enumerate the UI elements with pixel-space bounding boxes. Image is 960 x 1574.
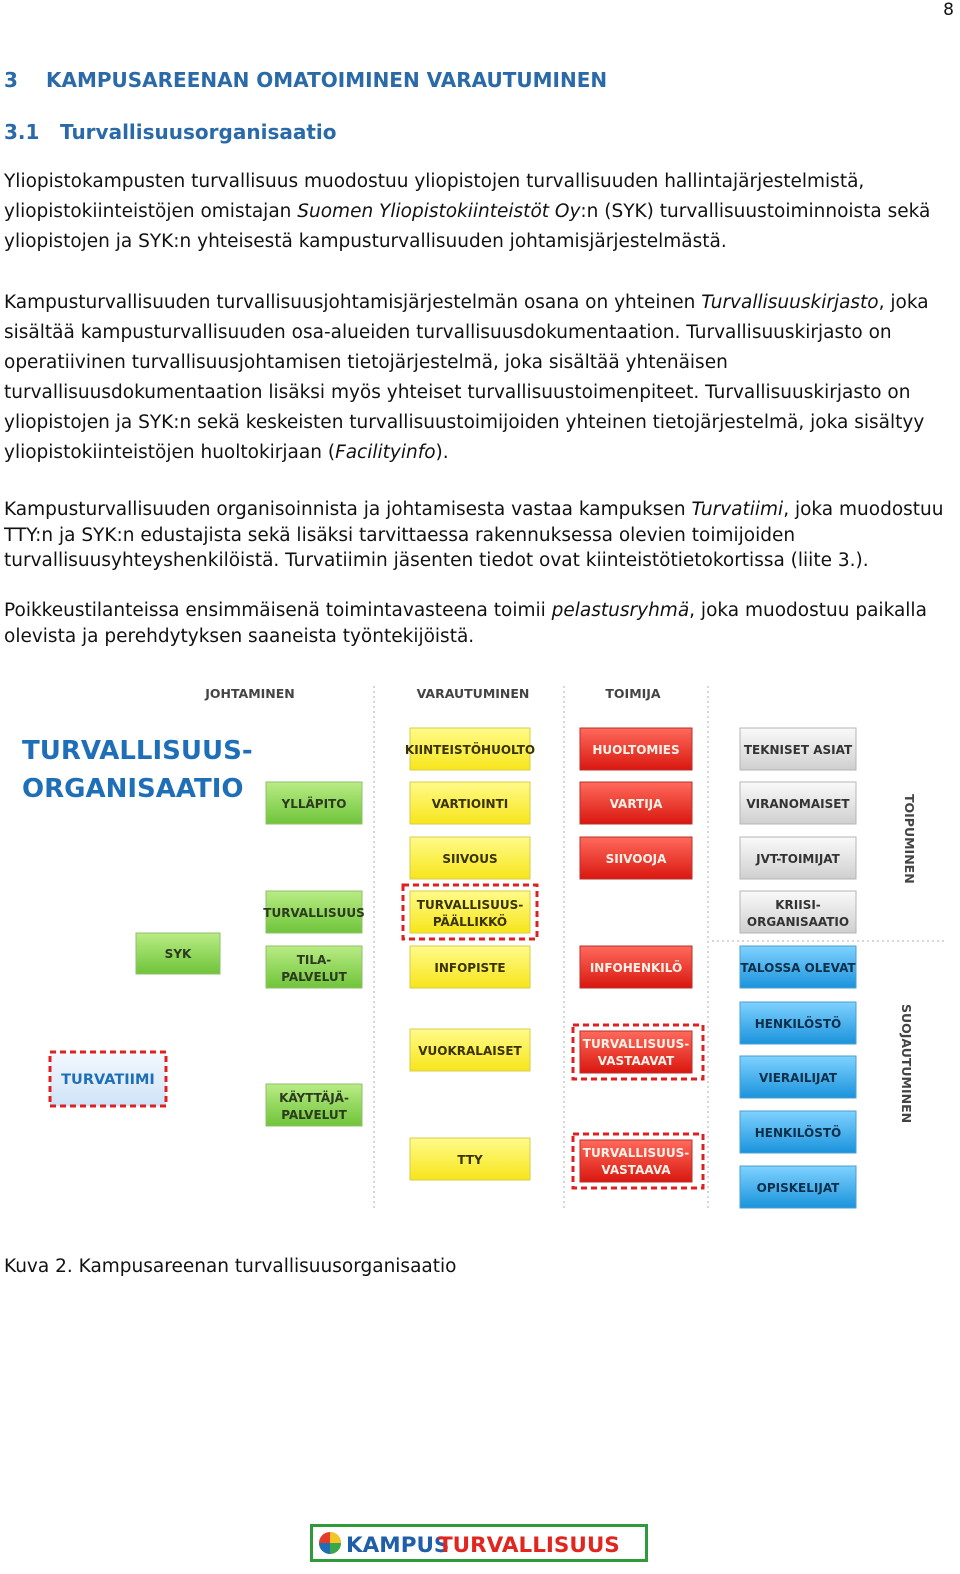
text-run: , joka muodostuu TTY:n ja SYK:n edustajista sekä lisäksi tarvittaessa rakennuksessa olevien toimijoiden turvallisuusyhteyshenkilöistä. Turvatiimin jäsenten tiedot ovat kiinteistötietokortissa (liite 3.). — [4, 499, 944, 571]
column-header-johtaminen: JOHTAMINEN — [205, 686, 295, 701]
box-label: VIERAILIJAT — [758, 1071, 838, 1085]
side-label-suojautuminen: SUOJAUTUMINEN — [899, 1004, 914, 1124]
term-pelastusryhma: pelastusryhmä — [551, 600, 690, 621]
text-run: Poikkeustilanteissa ensimmäisenä toimintavasteena toimii — [4, 600, 552, 621]
box-vartiointi — [410, 782, 530, 824]
heading-text: KAMPUSAREENAN OMATOIMINEN VARAUTUMINEN — [46, 68, 608, 92]
box-kayttajapalvelut — [266, 1084, 362, 1126]
text-run: Kampusturvallisuuden organisoinnista ja johtamisesta vastaa kampuksen — [4, 499, 692, 520]
box-label: PÄÄLLIKKÖ — [432, 915, 508, 929]
box-opiskelijat — [740, 1166, 856, 1208]
box-henkilosto-1 — [740, 1002, 856, 1044]
box-label: KRIISI- — [775, 898, 821, 912]
logo-text-turvallisuus: TURVALLISUUS — [438, 1533, 620, 1558]
box-tilapalvelut — [266, 946, 362, 988]
text-run: ). — [435, 442, 449, 463]
box-label: HUOLTOMIES — [592, 743, 680, 757]
heading-section-3-1 — [4, 120, 337, 144]
box-henkilosto-2 — [740, 1111, 856, 1153]
box-vuokralaiset — [410, 1029, 530, 1071]
logo-emblem-icon — [319, 1532, 341, 1554]
box-siivous — [410, 837, 530, 879]
box-label: VASTAAVAT — [597, 1054, 675, 1068]
paragraph-1 — [4, 167, 954, 257]
box-label: ORGANISAATIO — [746, 915, 850, 929]
box-jvt-toimijat — [740, 837, 856, 879]
box-label: TEKNISET ASIAT — [743, 743, 853, 757]
side-label-toipuminen: TOIPUMINEN — [902, 794, 917, 884]
box-talossa-olevat — [740, 946, 856, 988]
heading-section-3 — [4, 68, 607, 92]
box-infopiste — [410, 946, 530, 988]
box-label: HENKILÖSTÖ — [754, 1017, 842, 1031]
box-label: SYK — [164, 947, 192, 961]
security-organisation-diagram — [0, 676, 960, 1216]
box-label: TURVATIIMI — [61, 1072, 155, 1088]
box-infohenkilo — [580, 946, 692, 988]
text-run: :n (SYK) turvallisuustoiminnoista sekä yliopistojen ja SYK:n yhteisestä kampusturvallisuuden johtamisjärjestelmästä. — [4, 201, 931, 252]
box-turvatiimi — [50, 1052, 166, 1106]
paragraph-3 — [4, 497, 954, 574]
box-label: TALOSSA OLEVAT — [740, 961, 856, 975]
page-number: 8 — [943, 0, 954, 20]
box-label: OPISKELIJAT — [756, 1181, 840, 1195]
box-label: SIIVOOJA — [605, 852, 667, 866]
box-siivooja — [580, 837, 692, 879]
box-label: PALVELUT — [281, 970, 347, 984]
logo-text-kampus: KAMPUS — [346, 1533, 450, 1558]
box-turvallisuusvastaavat — [573, 1025, 703, 1079]
box-label: VARTIJA — [609, 797, 663, 811]
box-viranomaiset — [740, 782, 856, 824]
text-run: Kampusturvallisuuden turvallisuusjohtamisjärjestelmän osana on yhteinen — [4, 292, 702, 313]
term-facilityinfo: Facilityinfo — [335, 442, 436, 463]
box-label: VASTAAVA — [601, 1163, 671, 1177]
diagram-title-line-2: ORGANISAATIO — [22, 774, 244, 804]
term-turvatiimi: Turvatiimi — [691, 499, 784, 520]
term-turvallisuuskirjasto: Turvallisuuskirjasto — [701, 292, 879, 313]
paragraph-2 — [4, 288, 954, 468]
box-label: TILA- — [296, 953, 332, 967]
box-label: TURVALLISUUS- — [582, 1037, 690, 1051]
box-label: PALVELUT — [281, 1108, 347, 1122]
box-label: JVT-TOIMIJAT — [756, 852, 840, 866]
heading-text: Turvallisuusorganisaatio — [60, 120, 337, 144]
box-turvallisuuspaallikko — [403, 885, 537, 939]
box-tekniset-asiat — [740, 728, 856, 770]
box-label: INFOPISTE — [434, 961, 506, 975]
box-label: INFOHENKILÖ — [589, 961, 683, 975]
box-syk — [136, 933, 220, 974]
box-label: TTY — [457, 1153, 483, 1167]
box-turvallisuusvastaava — [573, 1134, 703, 1188]
box-label: YLLÄPITO — [281, 797, 347, 811]
box-label: VARTIOINTI — [431, 797, 509, 811]
paragraph-4 — [4, 598, 954, 649]
column-header-varautuminen: VARAUTUMINEN — [416, 686, 530, 701]
box-vierailijat — [740, 1056, 856, 1098]
text-run: , joka muodostuu paikalla olevista ja perehdytyksen saaneista työntekijöistä. — [4, 600, 927, 647]
box-label: VUOKRALAISET — [418, 1044, 522, 1058]
kampusturvallisuus-logo — [310, 1524, 648, 1562]
figure-caption: Kuva 2. Kampusareenan turvallisuusorganisaatio — [4, 1256, 457, 1277]
box-tty — [410, 1138, 530, 1180]
box-vartija — [580, 782, 692, 824]
column-header-toimija: TOIMIJA — [605, 686, 661, 701]
box-huoltomies — [580, 728, 692, 770]
box-turvallisuus — [263, 891, 364, 933]
box-label: SIIVOUS — [442, 852, 498, 866]
company-name: Suomen Yliopistokiinteistöt Oy — [297, 201, 581, 222]
box-label: HENKILÖSTÖ — [754, 1126, 842, 1140]
box-label: KÄYTTÄJÄ- — [279, 1091, 349, 1105]
text-run: , joka sisältää kampusturvallisuuden osa-alueiden turvallisuusdokumentaation. Turvallisuuskirjasto on operatiivinen turvallisuusjohtamisen tietojärjestelmä, joka sisältää yhtenäisen turvallisuusdokumentaation lisäksi myös yhteiset turvallisuustoimenpiteet. Turvallisuuskirjasto on yliopistojen ja SYK:n sekä keskeisten turvallisuustoimijoiden yhteinen tietojärjestelmä, joka sisältyy yliopistokiinteistöjen huoltokirjaan ( — [4, 292, 929, 463]
box-label: TURVALLISUUS — [263, 906, 365, 920]
box-yllapito — [266, 782, 362, 824]
heading-number: 3 — [4, 68, 18, 92]
box-label: VIRANOMAISET — [746, 797, 850, 811]
box-kriisiorganisaatio — [740, 891, 856, 933]
text-run: Yliopistokampusten turvallisuus muodostuu yliopistojen turvallisuuden hallintajärjestelmistä, yliopistokiinteistöjen omistajan — [4, 171, 865, 222]
box-label: KIINTEISTÖHUOLTO — [404, 743, 536, 757]
heading-number: 3.1 — [4, 120, 40, 144]
diagram-title-line-1: TURVALLISUUS- — [22, 736, 253, 766]
box-kiinteistohuolto — [405, 728, 535, 770]
box-label: TURVALLISUUS- — [582, 1146, 690, 1160]
box-label: TURVALLISUUS- — [416, 898, 524, 912]
